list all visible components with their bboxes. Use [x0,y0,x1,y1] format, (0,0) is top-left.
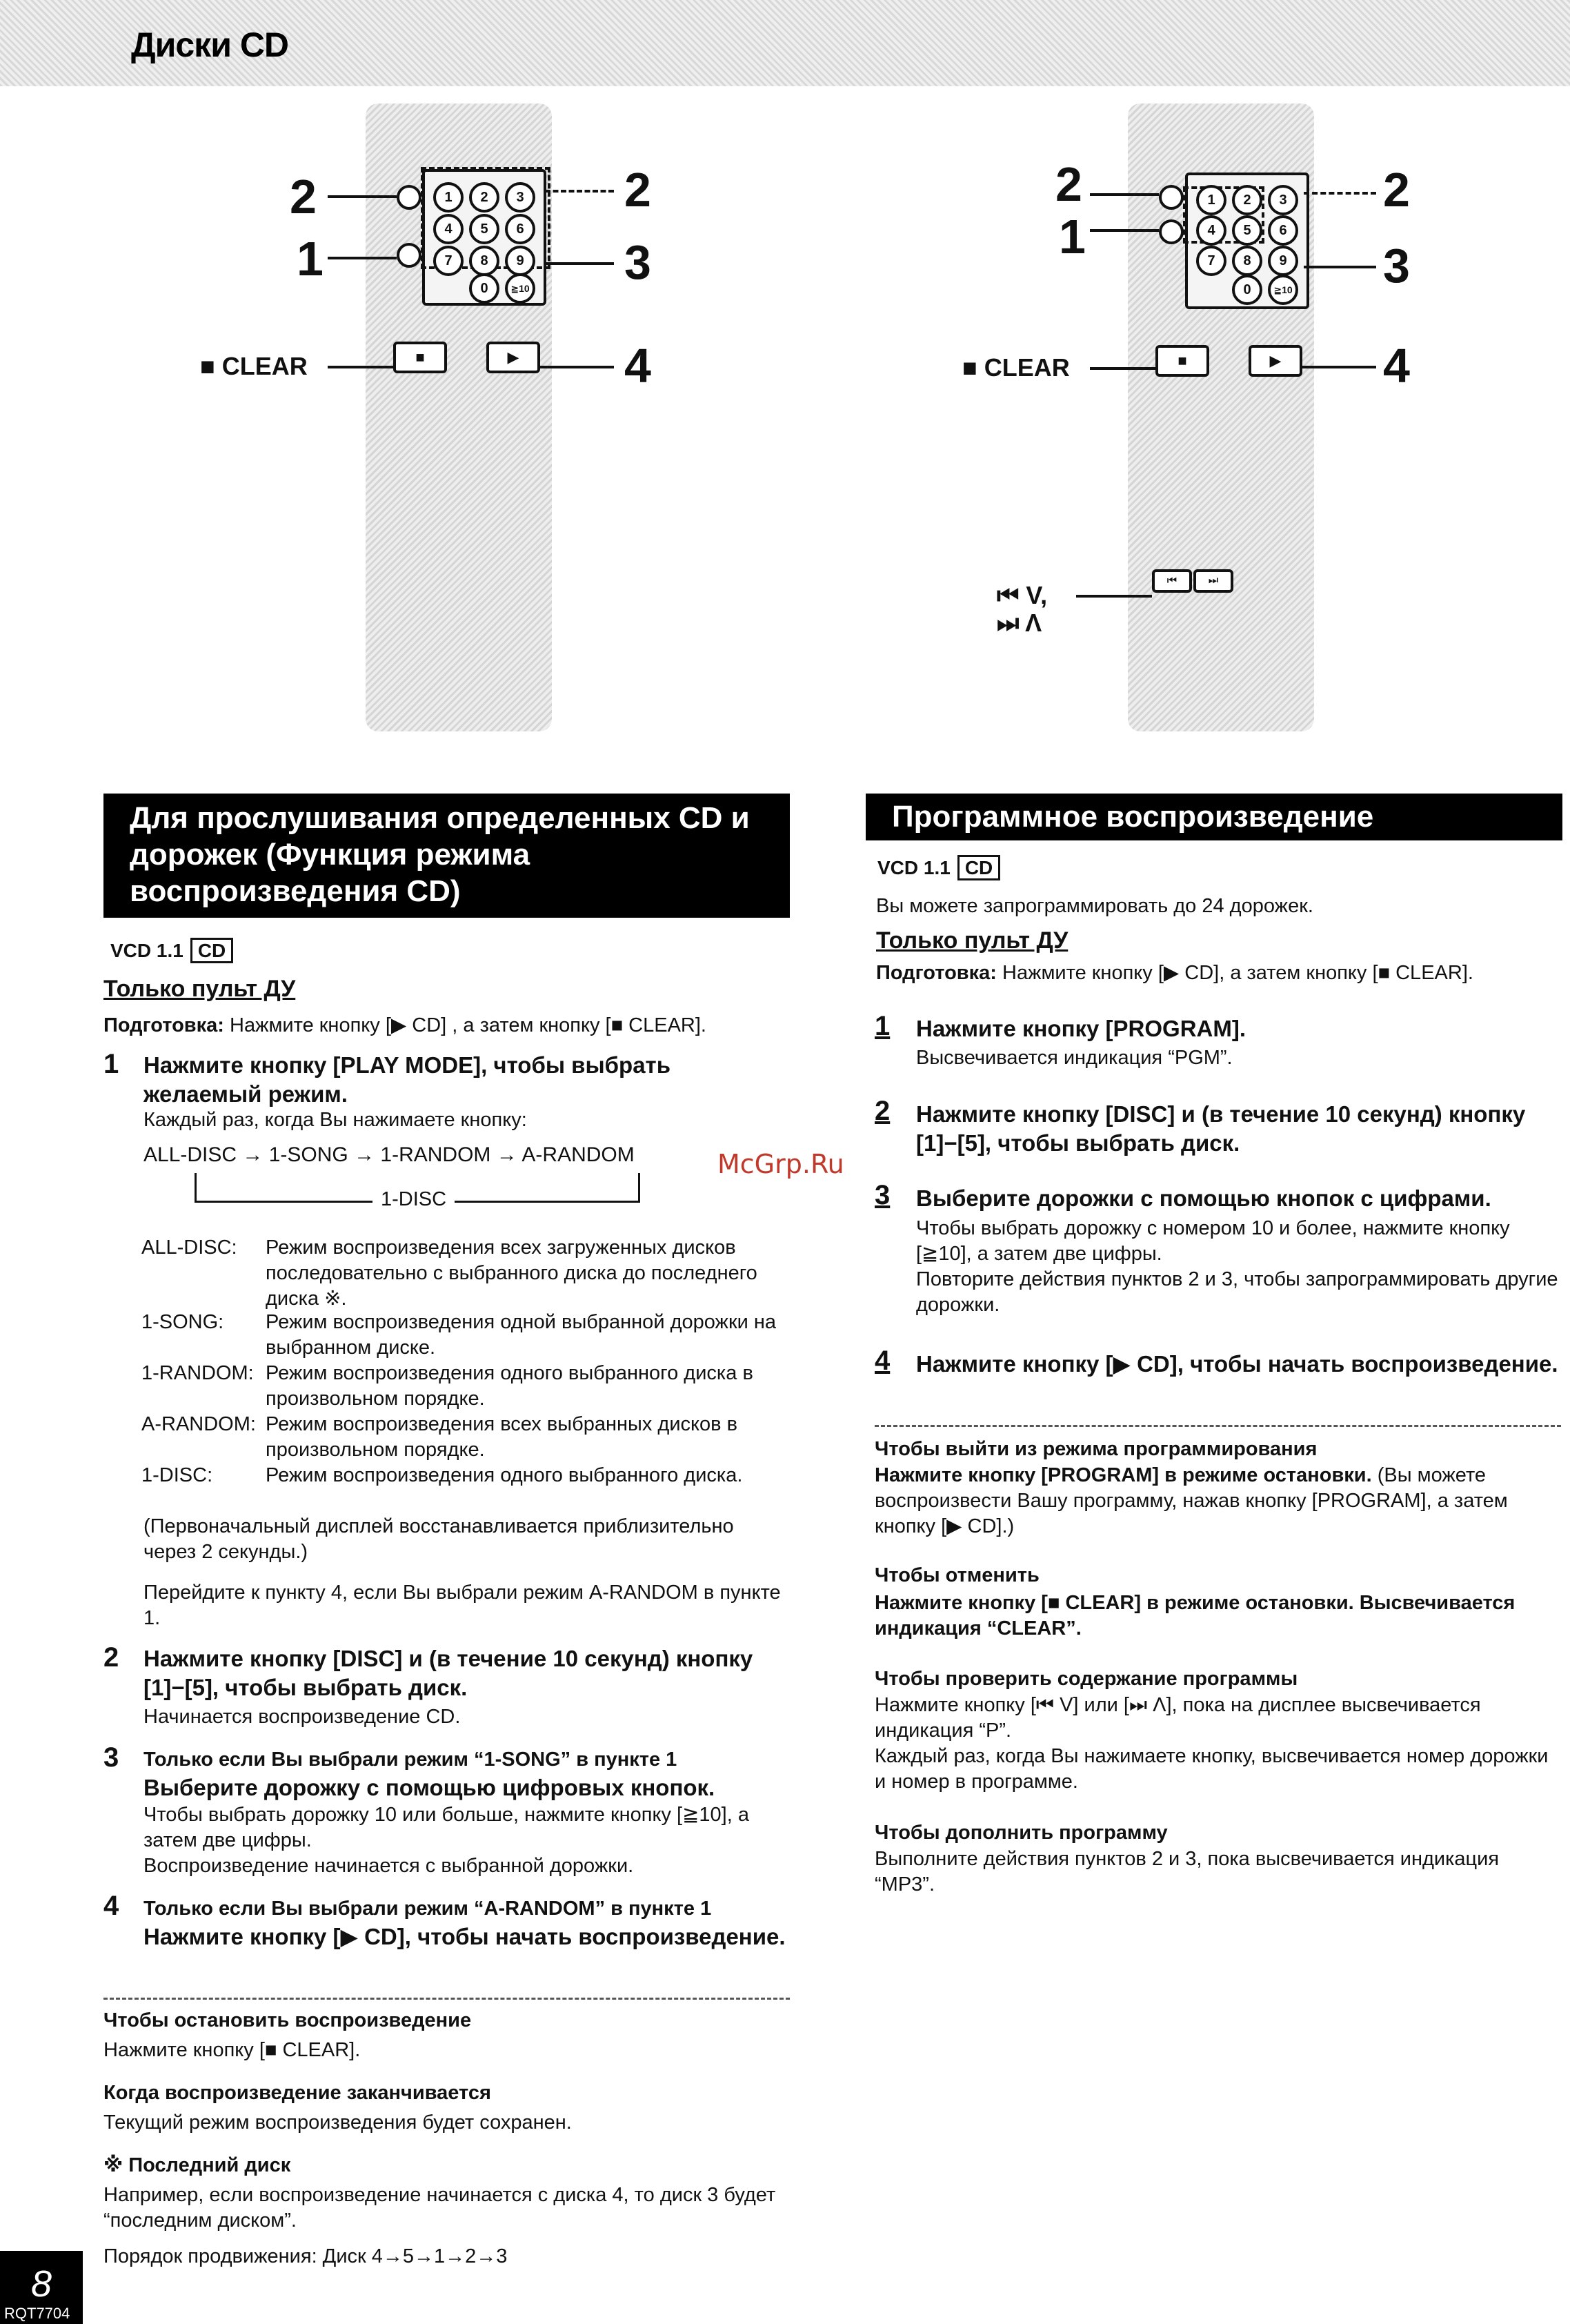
step-note: Воспроизведение начинается с выбранной дорожки. [143,1855,634,1877]
mode-description: Режим воспроизведения одного выбранного диска в произвольном порядке. [266,1362,753,1410]
key-4: 4 [433,214,464,244]
vcd-badge: VCD 1.1 [110,940,183,961]
step-title: Нажмите кнопку [▶ CD], чтобы начать воспроизведение. [916,1351,1558,1377]
mode-name: 1-SONG: [141,1311,224,1333]
step-number: 3 [103,1742,119,1773]
check-title: Чтобы проверить содержание программы [875,1668,1298,1690]
mode-name: 1-RANDOM: [141,1362,254,1384]
step-number: 3 [875,1180,891,1210]
step-precondition: Только если Вы выбрали режим “A-RANDOM” в пункте 1 [143,1898,712,1920]
last-disc-title: ※ Последний диск [103,2154,291,2176]
skip-label: ⏭ Λ [997,609,1042,637]
stop-title: Чтобы остановить воспроизведение [103,2009,472,2031]
last-disc-order: Порядок продвижения: Диск 4→5→1→2→3 [103,2245,508,2267]
callout-line [1304,192,1376,195]
mode-description: Режим воспроизведения одного выбранного диска. [266,1464,743,1486]
key-2: 2 [469,182,499,213]
key-3: 3 [1268,185,1298,215]
callout-line [328,257,397,259]
exit-note: (Вы можете воспроизвести Вашу программу, нажав кнопку [PROGRAM], а затем кнопку [▶ CD].) [875,1464,1508,1538]
callout-line [328,366,393,368]
display-note: (Первоначальный дисплей восстанавливается приблизительно через 2 секунды.) [143,1515,734,1564]
key-3: 3 [505,182,535,213]
remote-only-label: Только пульт ДУ [103,976,296,1002]
callout-line [1076,595,1152,598]
key-9: 9 [505,246,535,276]
key-5: 5 [1232,215,1262,246]
stop-text: Нажмите кнопку [■ CLEAR]. [103,2039,361,2061]
preparation-body: Нажмите кнопку [▶ CD], а затем кнопку [■ CLEAR]. [1002,962,1473,984]
add-text: Выполните действия пунктов 2 и 3, пока высвечивается индикация “MP3”. [875,1848,1500,1896]
document-code: RQT7704 [4,2305,70,2322]
key-7: 7 [1196,246,1226,276]
callout-2: 2 [290,170,317,224]
format-badges [877,857,1000,879]
step-note: Каждый раз, когда Вы нажимаете кнопку: [143,1109,527,1131]
callout-2: 2 [624,163,651,217]
key-5: 5 [469,214,499,244]
callout-line [545,190,614,193]
mode-description: Режим воспроизведения одной выбранной дорожки на выбранном диске. [266,1311,777,1359]
step-number: 1 [103,1049,119,1079]
remote-only-label: Только пульт ДУ [876,927,1069,954]
end-title: Когда воспроизведение заканчивается [103,2082,491,2104]
clear-button: ■ [393,342,447,373]
step-number: 4 [875,1346,891,1376]
cd-badge: CD [957,855,1000,880]
check-text: Каждый раз, когда Вы нажимаете кнопку, высвечивается номер дорожки и номер в программе. [875,1745,1549,1793]
clear-button: ■ [1155,345,1209,377]
callout-1: 1 [1059,210,1086,264]
disc-button [397,185,421,210]
cd-play-button: ▶ [486,342,540,373]
play-mode-button [397,243,421,268]
mode-name: A-RANDOM: [141,1413,256,1435]
step-precondition: Только если Вы выбрали режим “1-SONG” в пункте 1 [143,1749,677,1771]
step-number: 2 [103,1642,119,1673]
step-note: Чтобы выбрать дорожку с номером 10 и более, нажмите кнопку [≧10], а затем две цифры. [916,1217,1510,1266]
clear-label: ■ CLEAR [200,352,308,380]
callout-4: 4 [624,339,651,393]
skip-label: ⏮ V, [997,581,1048,609]
step-note: Чтобы выбрать дорожку 10 или больше, нажмите кнопку [≧10], а затем две цифры. [143,1804,749,1852]
page-number: 8 [0,2251,83,2324]
key-10plus: ≧10 [1268,275,1298,305]
preparation-text [876,961,1562,986]
callout-2: 2 [1383,163,1410,217]
key-8: 8 [469,246,499,276]
preparation-label: Подготовка: [103,1014,224,1036]
key-7: 7 [433,246,464,276]
section-header-play-mode: Для прослушивания определенных CD и дорожек (Функция режима воспроизведения CD) [103,794,790,918]
last-disc-text: Например, если воспроизведение начинается с диска 4, то диск 3 будет “последним диском”. [103,2184,776,2232]
end-text: Текущий режим воспроизведения будет сохранен. [103,2111,572,2134]
divider [103,1998,790,2000]
callout-3: 3 [1383,239,1410,293]
mode-name: 1-DISC: [141,1464,213,1486]
cd-badge: CD [190,938,233,963]
mode-name: ALL-DISC: [141,1237,237,1259]
callout-line [545,262,614,265]
preparation-text [103,1013,793,1038]
key-2: 2 [1232,185,1262,215]
page-title: Диски CD [131,26,289,64]
key-1: 1 [433,182,464,213]
step-number: 1 [875,1011,891,1041]
goto-note: Перейдите к пункту 4, если Вы выбрали режим A-RANDOM в пункте 1. [143,1582,781,1630]
preparation-label: Подготовка: [876,962,997,984]
exit-text [875,1463,1561,1539]
callout-line [1304,266,1376,268]
key-10plus: ≧10 [505,273,535,304]
step-title: Нажмите кнопку [PLAY MODE], чтобы выбрать желаемый режим. [143,1052,670,1107]
key-4: 4 [1196,215,1226,246]
callout-line [1090,229,1159,232]
section-header-program: Программное воспроизведение [866,794,1562,840]
step-note: Высвечивается индикация “PGM”. [916,1047,1233,1069]
disc-button [1159,185,1184,210]
mode-description: Режим воспроизведения всех выбранных дисков в произвольном порядке. [266,1413,738,1461]
callout-line [1300,366,1376,368]
divider [875,1425,1561,1427]
callout-line [1090,367,1155,370]
callout-1: 1 [297,232,324,286]
step-title: Нажмите кнопку [▶ CD], чтобы начать воспроизведение. [143,1924,786,1949]
key-8: 8 [1232,246,1262,276]
step-title: Нажмите кнопку [DISC] и (в течение 10 секунд) кнопку [1]−[5], чтобы выбрать диск. [916,1101,1526,1156]
step-title: Выберите дорожку с помощью цифровых кнопок. [143,1775,715,1800]
cancel-text: Нажмите кнопку [■ CLEAR] в режиме остановки. Высвечивается индикация “CLEAR”. [875,1592,1516,1640]
key-0: 0 [469,273,499,304]
preparation-body: Нажмите кнопку [▶ CD] , а затем кнопку [■ CLEAR]. [230,1014,706,1036]
step-title: Нажмите кнопку [PROGRAM]. [916,1016,1246,1041]
key-6: 6 [1268,215,1298,246]
callout-line [1090,193,1159,196]
callout-line [328,195,397,198]
skip-forward-button: ⏭ [1193,569,1233,593]
cd-play-button: ▶ [1249,345,1302,377]
step-number: 2 [875,1096,891,1126]
add-title: Чтобы дополнить программу [875,1822,1168,1844]
callout-4: 4 [1383,339,1410,393]
mode-description: Режим воспроизведения всех загруженных дисков последовательно с выбранного диска до последнего диска ※. [266,1237,757,1310]
step-note: Повторите действия пунктов 2 и 3, чтобы запрограммировать другие дорожки. [916,1268,1558,1317]
step-title: Нажмите кнопку [DISC] и (в течение 10 секунд) кнопку [1]−[5], чтобы выбрать диск. [143,1646,753,1701]
key-9: 9 [1268,246,1298,276]
step-note: Начинается воспроизведение CD. [143,1706,461,1728]
exit-instruction: Нажмите кнопку [PROGRAM] в режиме остановки. [875,1464,1372,1486]
callout-line [538,366,614,368]
callout-3: 3 [624,235,651,289]
intro-text: Вы можете запрограммировать до 24 дорожек. [876,895,1313,917]
cancel-title: Чтобы отменить [875,1564,1040,1586]
key-1: 1 [1196,185,1226,215]
key-6: 6 [505,214,535,244]
exit-title: Чтобы выйти из режима программирования [875,1438,1318,1460]
vcd-badge: VCD 1.1 [877,857,951,878]
program-button [1159,219,1184,244]
key-0: 0 [1232,275,1262,305]
callout-2: 2 [1055,157,1082,211]
format-badges [110,940,233,962]
check-text: Нажмите кнопку [⏮ V] или [⏭ Λ], пока на дисплее высвечивается индикация “P”. [875,1694,1481,1742]
step-number: 4 [103,1891,119,1921]
skip-back-button: ⏮ [1152,569,1192,593]
step-title: Выберите дорожки с помощью кнопок с цифрами. [916,1185,1491,1211]
mode-flow: ALL-DISC → 1-SONG → 1-RANDOM → A-RANDOM [143,1143,635,1166]
clear-label: ■ CLEAR [962,353,1070,382]
mode-return-label: 1-DISC [372,1187,455,1212]
watermark: McGrp.Ru [717,1149,844,1179]
